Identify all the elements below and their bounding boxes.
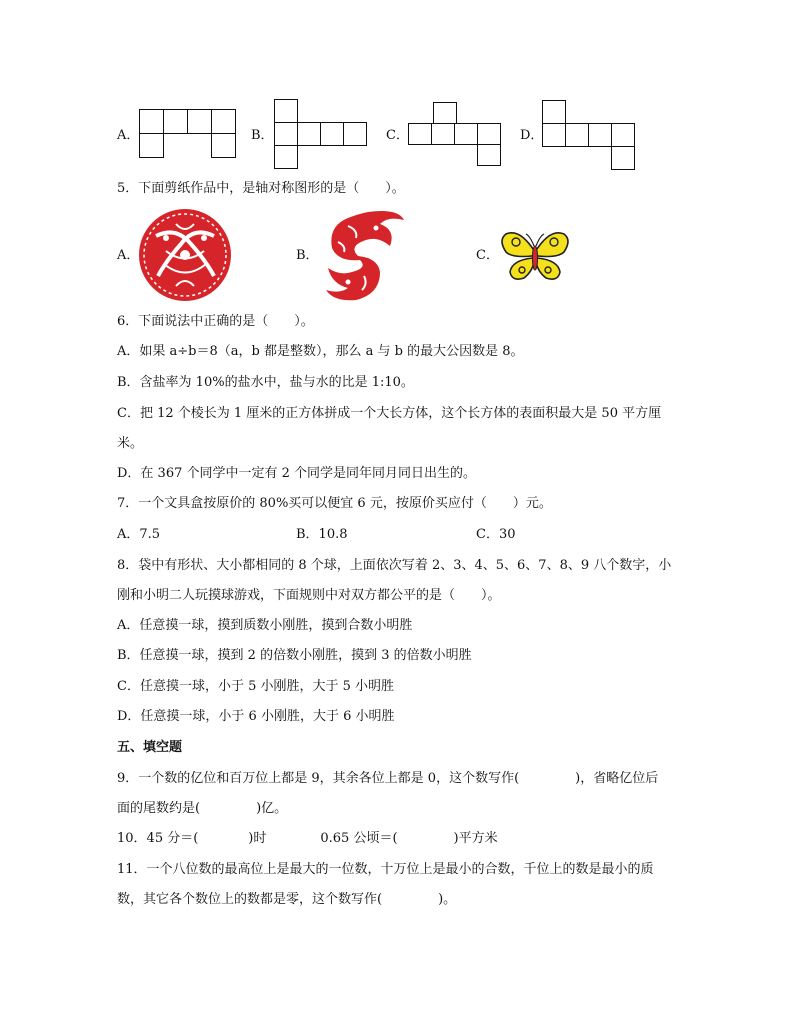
net-square	[433, 102, 457, 124]
q10-part-b1: 0.65 公顷＝(	[320, 831, 398, 846]
q10-part-b2: )平方米	[453, 831, 498, 846]
q4-net-b	[274, 99, 374, 171]
q10-part-a2: )时	[248, 831, 267, 846]
net-square	[542, 100, 566, 124]
q11-line1: 11．一个八位数的最高位上是最大的一位数，十万位上是最小的合数，千位上的数是最小的质	[117, 862, 654, 877]
net-square	[431, 123, 455, 145]
q4-option-c-label: C．	[386, 128, 409, 143]
q9-text-part1: 9．一个数的亿位和百万位上都是 9，其余各位上都是 0，这个数写作(	[117, 771, 520, 786]
net-square	[454, 123, 478, 145]
net-square	[588, 123, 612, 147]
q11-text-part1: 数，其它各个数位上的数都是零，这个数写作(	[117, 892, 383, 907]
q6-option-b: B．含盐率为 10%的盐水中，盐与水的比是 1:10。	[117, 375, 414, 390]
q10-part-a1: 10．45 分＝(	[117, 831, 199, 846]
net-square	[542, 123, 566, 147]
q8-option-a: A．任意摸一球，摸到质数小刚胜，摸到合数小明胜	[117, 618, 413, 633]
q6-option-c-line2: 米。	[117, 436, 144, 451]
q6-option-d: D．在 367 个同学中一定有 2 个同学是同年同月同日出生的。	[117, 466, 477, 481]
net-square	[343, 122, 367, 146]
q8-option-d: D．任意摸一球，小于 6 小刚胜，大于 6 小明胜	[117, 709, 395, 724]
net-square	[211, 109, 236, 134]
q5-option-a-label: A．	[117, 248, 140, 263]
q9-line2	[117, 800, 287, 818]
q9-text-part4: )亿。	[256, 801, 288, 816]
net-square	[297, 122, 321, 146]
q4-option-a-label: A．	[117, 128, 140, 143]
q9-text-part2: )，省略亿位后	[575, 771, 659, 786]
q10-line	[117, 830, 498, 848]
q9-line1	[117, 770, 658, 788]
net-square	[611, 146, 635, 170]
net-square	[139, 109, 164, 134]
q6-option-c-line1: C．把 12 个棱长为 1 厘米的正方体拼成一个大长方体，这个长方体的表面积最大是 50 平方厘	[117, 406, 662, 421]
q7-option-b: B．10.8	[296, 527, 348, 542]
q7-option-c: C．30	[476, 527, 516, 542]
q6-stem: 6．下面说法中正确的是（ ）。	[117, 314, 314, 329]
net-square	[565, 123, 589, 147]
net-square	[611, 123, 635, 147]
q4-net-c	[408, 102, 508, 168]
net-square	[274, 145, 298, 169]
q8-option-b: B．任意摸一球，摸到 2 的倍数小刚胜，摸到 3 的倍数小明胜	[117, 648, 472, 663]
q5-option-c-label: C．	[476, 248, 499, 263]
q11-text-part2: )。	[438, 892, 457, 907]
q4-net-d	[542, 100, 642, 170]
net-square	[274, 99, 298, 123]
q5-stem: 5．下面剪纸作品中，是轴对称图形的是（ ）。	[117, 181, 405, 196]
net-square	[274, 122, 298, 146]
net-square	[477, 123, 501, 145]
net-square	[477, 144, 501, 166]
q4-option-d-label: D．	[520, 128, 544, 143]
q8-stem-line2: 刚和小明二人玩摸球游戏，下面规则中对双方都公平的是（ ）。	[117, 588, 501, 603]
q8-stem-line1: 8．袋中有形状、大小都相同的 8 个球，上面依次写着 2、3、4、5、6、7、8、9 八个数字，小	[117, 558, 672, 573]
q7-option-a: A．7.5	[117, 527, 161, 542]
section-heading: 五、填空题	[117, 740, 183, 755]
net-square	[187, 109, 212, 134]
net-square	[408, 123, 432, 145]
net-square	[139, 133, 164, 158]
q8-option-c: C．任意摸一球，小于 5 小刚胜，大于 5 小明胜	[117, 679, 395, 694]
q4-net-a	[139, 109, 239, 159]
papercut-fish-circle-image	[136, 206, 234, 304]
q9-text-part3: 面的尾数约是(	[117, 801, 201, 816]
q4-option-b-label: B．	[251, 128, 274, 143]
q11-line2	[117, 891, 456, 909]
net-square	[320, 122, 344, 146]
papercut-phoenix-image	[318, 206, 408, 304]
q5-option-b-label: B．	[296, 248, 319, 263]
q7-stem: 7．一个文具盒按原价的 80%买可以便宜 6 元，按原价买应付（ ）元。	[117, 496, 552, 511]
net-square	[163, 109, 188, 134]
net-square	[211, 133, 236, 158]
q6-option-a: A．如果 a÷b＝8（a，b 都是整数），那么 a 与 b 的最大公因数是 8。	[117, 344, 524, 359]
butterfly-image	[498, 228, 572, 284]
